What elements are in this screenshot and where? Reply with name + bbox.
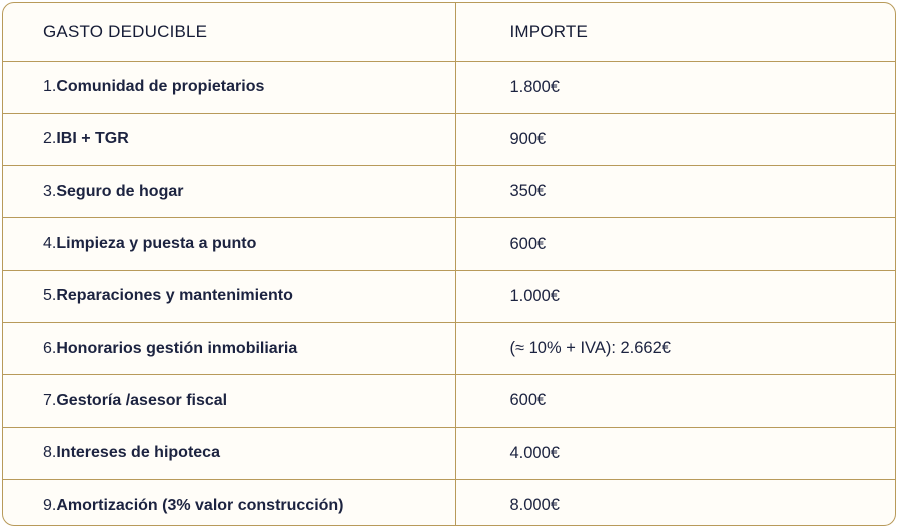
header-amount-label: IMPORTE [509,21,589,41]
header-amount [455,3,895,61]
row-amount: 900€ [509,129,547,148]
table-row [3,61,895,113]
header-concept [3,3,455,61]
row-concept: Reparaciones y mantenimiento [56,287,293,305]
row-amount: 4.000€ [509,443,560,462]
concept-cell [3,479,455,526]
amount-cell [455,61,895,113]
row-concept: Comunidad de propietarios [56,78,265,96]
row-number: 1. [43,78,57,96]
concept-cell [3,270,455,322]
row-amount: 600€ [509,234,547,253]
concept-cell [3,322,455,374]
concept-cell [3,61,455,113]
row-number: 5. [43,287,57,305]
row-number: 2. [43,130,57,148]
concept-cell [3,113,455,165]
row-amount: 8.000€ [509,496,560,515]
row-number: 7. [43,391,57,409]
concept-cell [3,427,455,479]
deductible-expenses-table [3,3,895,526]
concept-cell [3,375,455,427]
amount-cell [455,270,895,322]
amount-cell [455,479,895,526]
table-row [3,166,895,218]
row-amount: 350€ [509,182,547,201]
row-concept: Gestoría /asesor fiscal [56,391,228,409]
header-row [3,3,895,61]
row-concept: Limpieza y puesta a punto [56,235,257,253]
table-row [3,113,895,165]
amount-cell [455,166,895,218]
table-row [3,322,895,374]
row-concept: Intereses de hipoteca [56,444,220,462]
amount-cell [455,322,895,374]
table-row [3,270,895,322]
row-concept: Amortización (3% valor construcción) [56,496,344,514]
row-amount: 1.000€ [509,286,560,305]
amount-cell [455,375,895,427]
row-number: 8. [43,444,57,462]
amount-cell [455,427,895,479]
table-row [3,427,895,479]
concept-cell [3,166,455,218]
row-number: 4. [43,235,57,253]
row-concept: Honorarios gestión inmobiliaria [56,339,298,357]
table-body [3,61,895,526]
amount-cell [455,113,895,165]
deductible-expenses-table-container [2,2,896,526]
concept-cell [3,218,455,270]
row-amount: 600€ [509,391,547,410]
row-amount: 1.800€ [509,77,560,96]
table-row [3,218,895,270]
header-concept-label: GASTO DEDUCIBLE [43,21,208,41]
table-row [3,375,895,427]
row-amount: (≈ 10% + IVA): 2.662€ [509,339,671,358]
table-row [3,479,895,526]
row-number: 6. [43,339,57,357]
amount-cell [455,218,895,270]
row-number: 9. [43,496,57,514]
row-concept: IBI + TGR [56,130,129,148]
table-header [3,3,895,61]
row-number: 3. [43,182,57,200]
row-concept: Seguro de hogar [56,182,184,200]
